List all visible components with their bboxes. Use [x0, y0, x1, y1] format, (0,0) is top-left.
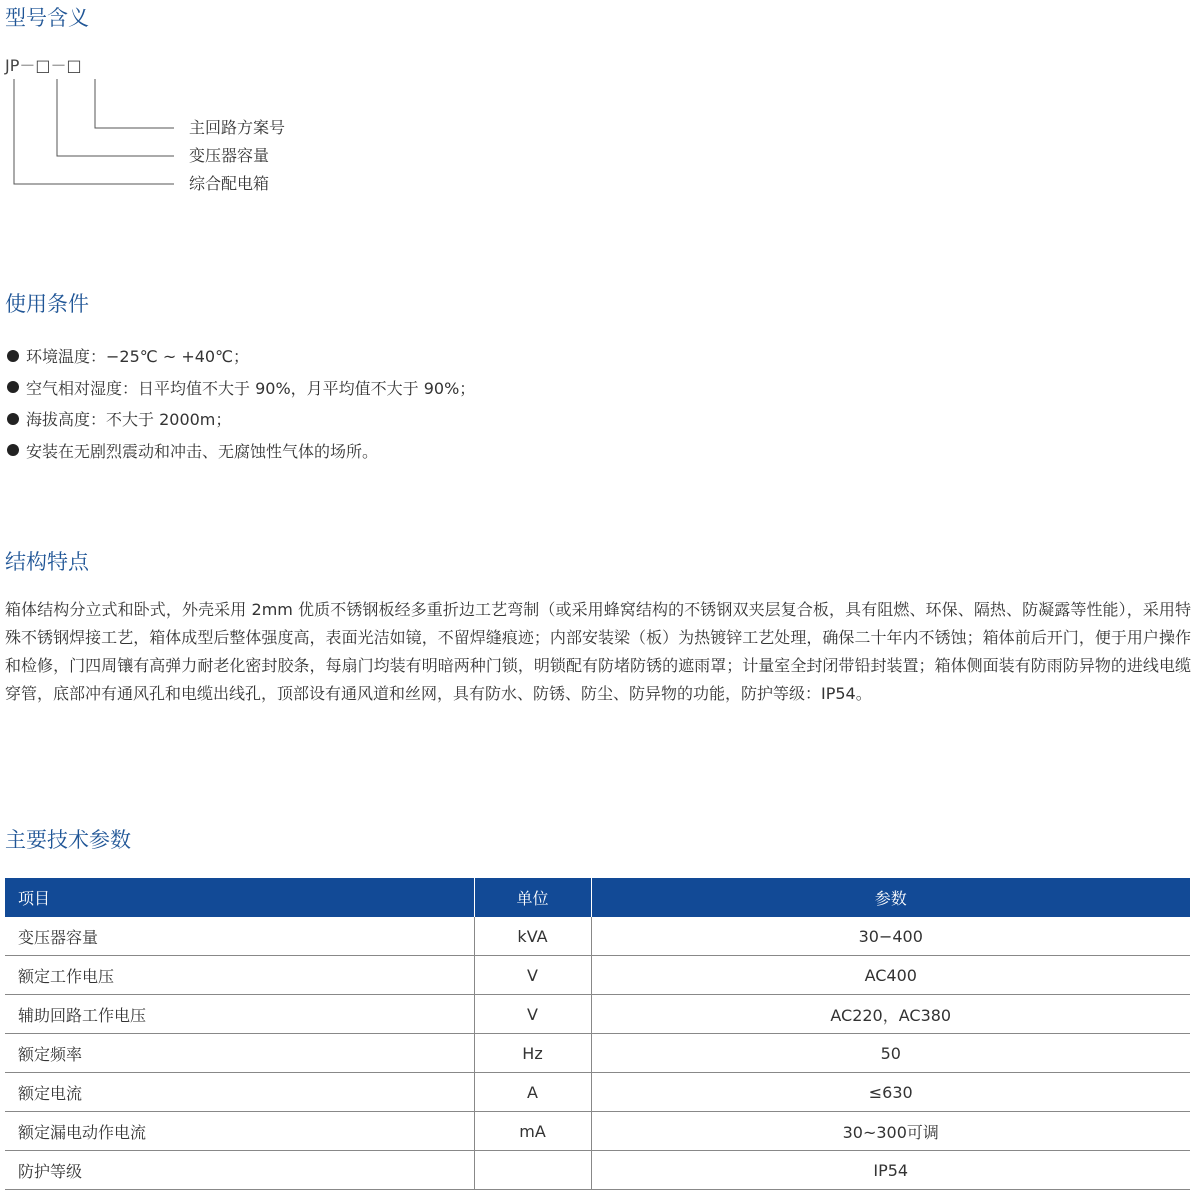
table-row: [5, 1112, 1190, 1151]
line-box1: [57, 79, 174, 156]
cell-value: 50: [591, 1034, 1190, 1073]
cell-value: IP54: [591, 1151, 1190, 1190]
cell-item: 防护等级: [5, 1151, 474, 1190]
label-combined-box: 综合配电箱: [189, 174, 270, 193]
cell-unit: [474, 1151, 591, 1190]
model-diagram-lines: [0, 0, 300, 200]
cell-value: 30~300可调: [591, 1112, 1190, 1151]
list-item: [7, 372, 475, 404]
table-row: [5, 956, 1190, 995]
bullet-icon: [7, 413, 19, 425]
cell-item: 额定电流: [5, 1073, 474, 1112]
header-item: 项目: [5, 878, 474, 917]
cell-value: AC220，AC380: [591, 995, 1190, 1034]
condition-text: 环境温度：−25℃ ~ +40℃；: [26, 347, 250, 367]
cell-unit: Hz: [474, 1034, 591, 1073]
structure-section-title: 结构特点: [5, 550, 89, 574]
condition-text: 空气相对湿度：日平均值不大于 90%，月平均值不大于 90%；: [26, 378, 476, 398]
structure-paragraph: 箱体结构分立式和卧式，外壳采用 2mm 优质不锈钢板经多重折边工艺弯制（或采用蜂窝结构的不锈钢双夹层复合板，具有阻燃、环保、隔热、防凝露等性能），采用特殊不锈钢焊接工艺，箱体成型后整体强度高，表面光洁如镜，不留焊缝痕迹；内部安装梁（板）为热镀锌工艺处理，确保二十年内不锈蚀；箱体前后开门，便于用户操作和检修，门四周镶有高弹力耐老化密封胶条，每扇门均装有明暗两种门锁，明锁配有防堵防锈的遮雨罩；计量室全封闭带铅封装置；箱体侧面装有防雨防异物的进线电缆穿管，底部冲有通风孔和电缆出线孔，顶部设有通风道和丝网，具有防水、防锈、防尘、防异物的功能，防护等级：IP54。: [5, 600, 1191, 703]
cell-value: ≤630: [591, 1073, 1190, 1112]
list-item: [7, 403, 475, 435]
conditions-list: [7, 340, 475, 466]
bullet-icon: [7, 350, 19, 362]
header-unit: 单位: [474, 878, 591, 917]
condition-text: 海拔高度：不大于 2000m；: [26, 410, 232, 430]
table-header-row: [5, 878, 1190, 917]
table-row: [5, 1073, 1190, 1112]
cell-value: 30−400: [591, 917, 1190, 956]
bullet-icon: [7, 381, 19, 393]
list-item: [7, 435, 475, 467]
cell-value: AC400: [591, 956, 1190, 995]
specs-table: [5, 878, 1190, 1190]
cell-unit: V: [474, 995, 591, 1034]
cell-item: 额定漏电动作电流: [5, 1112, 474, 1151]
label-transformer-capacity: 变压器容量: [189, 146, 270, 165]
table-row: [5, 917, 1190, 956]
table-row: [5, 1151, 1190, 1190]
model-code: JP－□－□: [5, 56, 82, 75]
cell-unit: V: [474, 956, 591, 995]
cell-item: 辅助回路工作电压: [5, 995, 474, 1034]
cell-unit: A: [474, 1073, 591, 1112]
table-row: [5, 995, 1190, 1034]
cell-item: 额定频率: [5, 1034, 474, 1073]
cell-item: 变压器容量: [5, 917, 474, 956]
condition-text: 安装在无剧烈震动和冲击、无腐蚀性气体的场所。: [26, 441, 379, 461]
bullet-icon: [7, 444, 19, 456]
label-main-circuit: 主回路方案号: [189, 118, 286, 137]
line-box2: [95, 79, 174, 128]
cell-item: 额定工作电压: [5, 956, 474, 995]
header-value: 参数: [591, 878, 1190, 917]
line-jp: [14, 79, 174, 184]
table-row: [5, 1034, 1190, 1073]
list-item: [7, 340, 475, 372]
specs-section-title: 主要技术参数: [5, 828, 131, 852]
cell-unit: kVA: [474, 917, 591, 956]
model-section-title: 型号含义: [5, 6, 89, 30]
cell-unit: mA: [474, 1112, 591, 1151]
conditions-section-title: 使用条件: [5, 292, 89, 316]
